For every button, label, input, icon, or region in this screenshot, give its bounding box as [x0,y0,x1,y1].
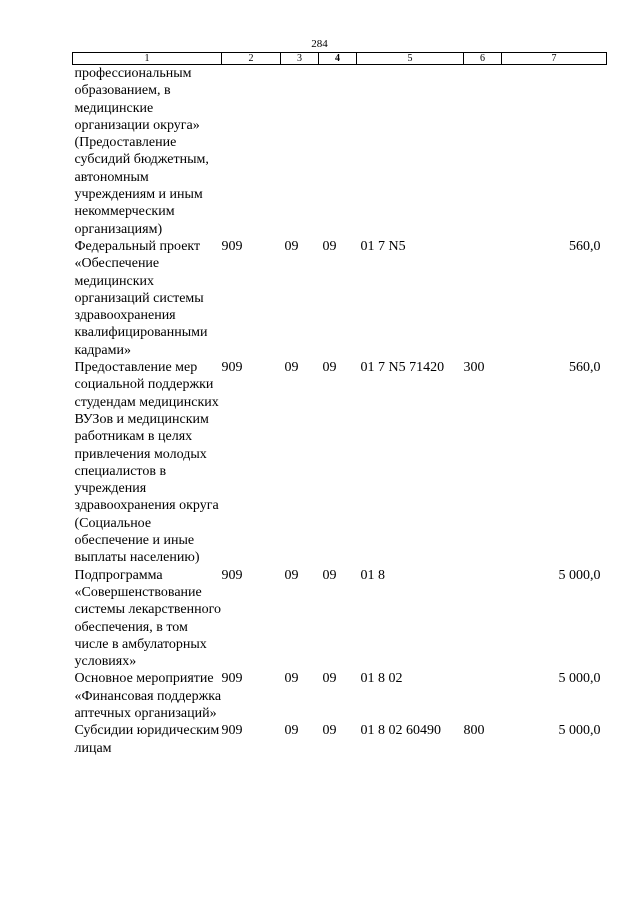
row-amount [502,65,607,238]
row-amount: 560,0 [569,238,601,254]
row-target-code: 01 7 N5 [360,238,406,254]
row-target-code: 01 8 [360,567,385,583]
table-row [73,65,607,238]
row-name: Предоставление мер социальной поддержки студендам медицинских ВУЗов и медицинским работникам в целях привлечения молодых специалистов в учреждения здравоохранения округа (Социальное обеспечение и иные выплаты населению) [74,360,219,566]
row-section-code: 09 [284,567,299,583]
row-name: Субсидии юридическим лицам [74,723,220,756]
row-expense-type: 800 [463,723,485,739]
row-subsection-code: 09 [322,723,337,739]
table-row [73,567,607,671]
row-amount: 5 000,0 [558,567,601,583]
row-section-code: 09 [284,723,299,739]
row-ministry-code [222,65,281,238]
row-ministry-code: 909 [221,567,243,583]
row-name: Федеральный проект «Обеспечение медицинских организаций системы здравоохранения квалифицированными кадрами» [74,238,208,358]
row-expense-type [464,65,502,238]
row-amount: 5 000,0 [558,671,601,687]
header-col-6: 6 [464,53,502,65]
header-col-1: 1 [73,53,222,65]
row-expense-type: 300 [463,360,485,376]
row-section-code: 09 [284,360,299,376]
budget-table [72,52,607,757]
page-number: 284 [311,38,328,50]
header-col-3: 3 [281,53,319,65]
table-row [73,359,607,567]
row-section-code [281,65,319,238]
row-target-code: 01 8 02 [360,671,403,687]
header-col-5: 5 [357,53,464,65]
table-row [73,670,607,722]
row-subsection-code: 09 [322,671,337,687]
row-subsection-code: 09 [322,360,337,376]
row-subsection-code [319,65,357,238]
header-col-7: 7 [502,53,607,65]
row-expense-type [464,567,502,671]
table-header-row [73,53,607,65]
row-target-code [357,65,464,238]
row-ministry-code: 909 [221,238,243,254]
row-name: Основное мероприятие «Финансовая поддержка аптечных организаций» [74,671,222,721]
row-ministry-code: 909 [221,723,243,739]
row-ministry-code: 909 [221,360,243,376]
row-section-code: 09 [284,238,299,254]
row-name: профессиональным образованием, в медицинские организации округа» (Предоставление субсидий бюджетным, автономным учреждениям и иным некоммерческим организациям) [74,66,209,237]
row-name: Подпрограмма «Совершенствование системы лекарственного обеспечения, в том числе в амбулаторных условиях» [74,567,221,670]
row-expense-type [464,670,502,722]
table-row [73,238,607,359]
row-subsection-code: 09 [322,567,337,583]
row-target-code: 01 8 02 60490 [360,723,441,739]
header-col-2: 2 [222,53,281,65]
row-target-code: 01 7 N5 71420 [360,360,445,376]
row-ministry-code: 909 [221,671,243,687]
table-row [73,722,607,757]
row-expense-type [464,238,502,359]
row-amount: 560,0 [569,360,601,376]
row-subsection-code: 09 [322,238,337,254]
row-section-code: 09 [284,671,299,687]
header-col-4: 4 [319,53,357,65]
row-amount: 5 000,0 [558,723,601,739]
